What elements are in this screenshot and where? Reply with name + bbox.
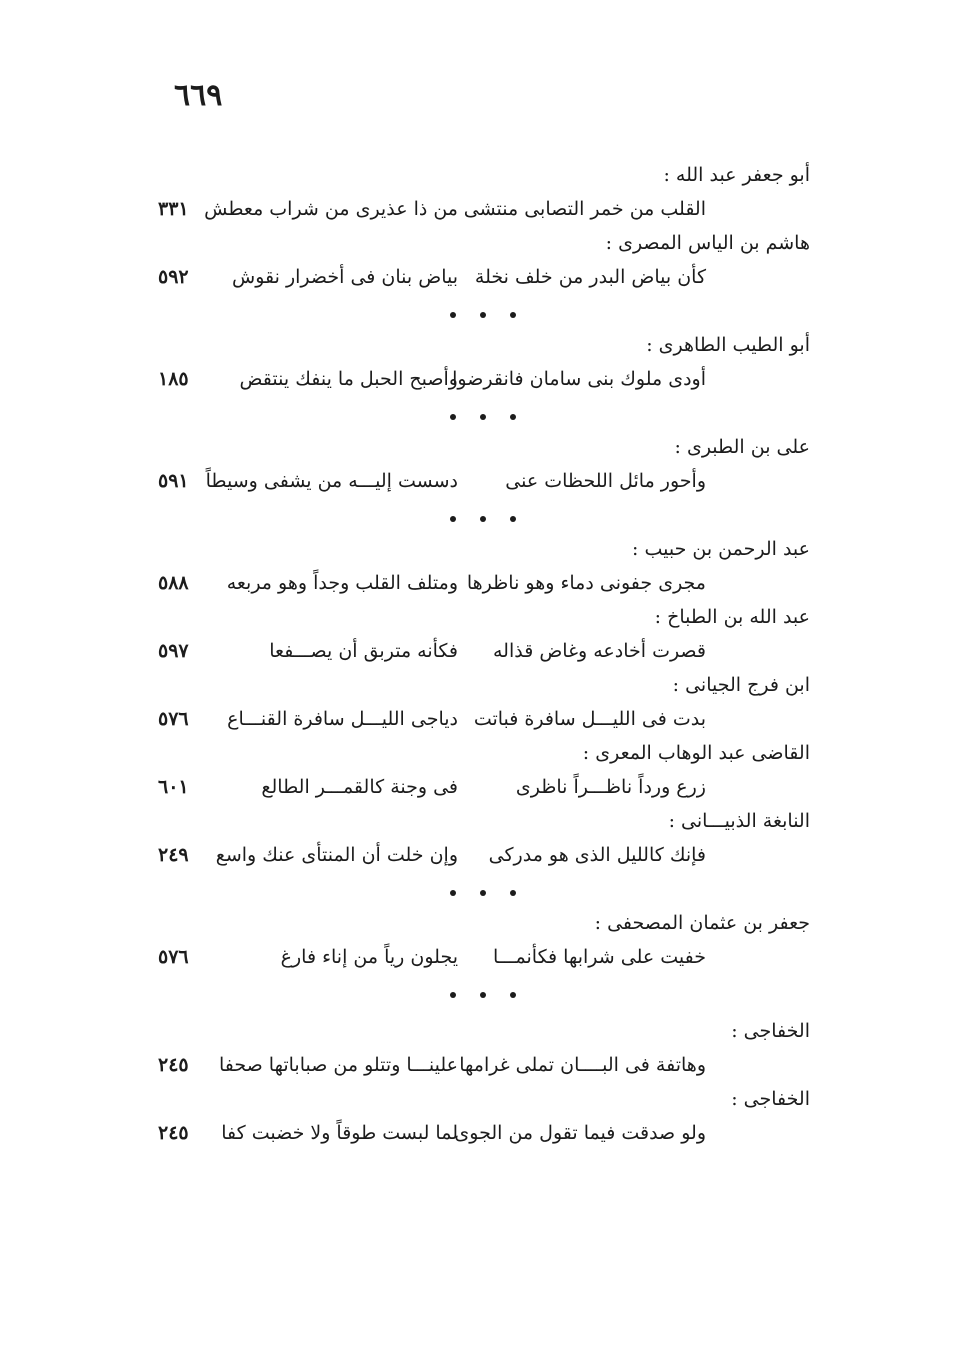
page-reference: ٥٧٦ xyxy=(158,946,189,968)
first-hemistich: مجرى جفونى دماء وهو ناظرها xyxy=(466,572,706,594)
first-hemistich: فإنك كالليل الذى هو مدركى xyxy=(488,844,706,866)
separator-dot xyxy=(450,890,456,896)
poet-name: ابن فرج الجيانى : xyxy=(672,674,810,696)
verse-line xyxy=(150,704,810,738)
verse-line xyxy=(150,364,810,398)
second-hemistich: فى وجنة كالقمـــر الطالع xyxy=(261,776,458,798)
poet-line xyxy=(150,1084,810,1118)
verse-index xyxy=(150,160,810,1152)
verse-line xyxy=(150,466,810,500)
separator-dot xyxy=(480,516,486,522)
poet-line xyxy=(150,602,810,636)
page-reference: ٥٩٧ xyxy=(158,640,189,662)
poet-line xyxy=(150,908,810,942)
first-hemistich: وأحور مائل اللحظات عنى xyxy=(505,470,706,492)
second-hemistich: فكأنه متربق أن يصـــفعا xyxy=(269,640,458,662)
separator-dot xyxy=(450,312,456,318)
section-separator xyxy=(150,500,810,534)
first-hemistich: زرع ورداً ناظـــراً ناظرى xyxy=(515,776,706,798)
second-hemistich: وإن خلت أن المنتأى عنك واسع xyxy=(215,844,458,866)
second-hemistich: من ذا عذيرى من شراب معطش xyxy=(204,198,458,220)
poet-name: عبد الله بن الطباخ : xyxy=(654,606,810,628)
page-reference: ٥٩٢ xyxy=(158,266,189,288)
poet-name: النابغة الذبيـــانى : xyxy=(668,810,810,832)
poet-name: أبو الطيب الطاهرى : xyxy=(646,334,810,356)
separator-dot xyxy=(480,414,486,420)
poet-name: القاضى عبد الوهاب المعرى : xyxy=(582,742,810,764)
poet-line xyxy=(150,806,810,840)
second-hemistich: بياض بنان فى أخضرار نقوش xyxy=(232,266,458,288)
verse-line xyxy=(150,942,810,976)
poet-line xyxy=(150,432,810,466)
first-hemistich: كأن بياض البدر من خلف نخلة xyxy=(474,266,706,288)
verse-line xyxy=(150,1118,810,1152)
verse-line xyxy=(150,194,810,228)
poet-name: جعفر بن عثمان المصحفى : xyxy=(594,912,810,934)
poet-name: الخفاجى : xyxy=(731,1088,810,1110)
section-separator xyxy=(150,398,810,432)
verse-line xyxy=(150,840,810,874)
poet-line xyxy=(150,1016,810,1050)
first-hemistich: قصرت أخادعه وغاض قذاله xyxy=(492,640,706,662)
section-separator xyxy=(150,296,810,330)
first-hemistich: خفيت على شرابها فكأنمـــا xyxy=(493,946,706,968)
separator-dot xyxy=(510,516,516,522)
verse-line xyxy=(150,262,810,296)
page-reference: ٢٤٥ xyxy=(158,1122,189,1144)
first-hemistich: بدت فى الليـــل سافرة فباتت xyxy=(473,708,706,730)
page-reference: ٢٤٩ xyxy=(158,844,189,866)
separator-dot xyxy=(450,414,456,420)
page-reference: ٦٠١ xyxy=(158,776,189,798)
poet-line xyxy=(150,160,810,194)
poet-name: عبد الرحمن بن حبيب : xyxy=(632,538,810,560)
separator-dot xyxy=(480,992,486,998)
separator-dot xyxy=(510,890,516,896)
poet-line xyxy=(150,330,810,364)
second-hemistich: دسست إليـــه من يشفى وسيطاً xyxy=(205,470,458,492)
second-hemistich: علينـــا وتتلو من صباباتها صحفا xyxy=(218,1054,458,1076)
poet-line xyxy=(150,228,810,262)
first-hemistich: وهاتفة فى البــــان تملى غرامها xyxy=(459,1054,706,1076)
page-reference: ٥٨٨ xyxy=(158,572,189,594)
page-number: ٦٦٩ xyxy=(174,78,223,113)
page-reference: ١٨٥ xyxy=(158,368,189,390)
separator-dot xyxy=(510,414,516,420)
second-hemistich: لما لبست طوقاً ولا خضبت كفا xyxy=(221,1122,458,1144)
section-separator xyxy=(150,874,810,908)
poet-line xyxy=(150,534,810,568)
separator-dot xyxy=(450,992,456,998)
second-hemistich: يجلون رياً من إناء فارغ xyxy=(280,946,458,968)
page-reference: ٣٣١ xyxy=(158,198,189,220)
poet-name: هاشم بن الياس المصرى : xyxy=(605,232,810,254)
first-hemistich: القلب من خمر التصابى منتشى xyxy=(463,198,706,220)
verse-line xyxy=(150,1050,810,1084)
page-reference: ٢٤٥ xyxy=(158,1054,189,1076)
separator-dot xyxy=(510,312,516,318)
second-hemistich: ومتلف القلب وجداً وهو مربعه xyxy=(226,572,458,594)
verse-line xyxy=(150,636,810,670)
verse-line xyxy=(150,772,810,806)
poet-name: على بن الطبرى : xyxy=(674,436,810,458)
second-hemistich: دياجى الليـــل سافرة القنـــاع xyxy=(227,708,458,730)
poet-name: الخفاجى : xyxy=(731,1020,810,1042)
separator-dot xyxy=(480,312,486,318)
poet-line xyxy=(150,738,810,772)
first-hemistich: أودى ملوك بنى سامان فانقرضوا xyxy=(452,368,706,390)
separator-dot xyxy=(450,516,456,522)
second-hemistich: وأصبح الحبل ما ينفك ينتقض xyxy=(239,368,458,390)
poet-line xyxy=(150,670,810,704)
section-separator xyxy=(150,976,810,1010)
separator-dot xyxy=(510,992,516,998)
verse-line xyxy=(150,568,810,602)
page-reference: ٥٧٦ xyxy=(158,708,189,730)
page-reference: ٥٩١ xyxy=(158,470,189,492)
separator-dot xyxy=(480,890,486,896)
first-hemistich: ولو صدقت فيما تقول من الجوى xyxy=(454,1122,706,1144)
poet-name: أبو جعفر عبد الله : xyxy=(663,164,810,186)
